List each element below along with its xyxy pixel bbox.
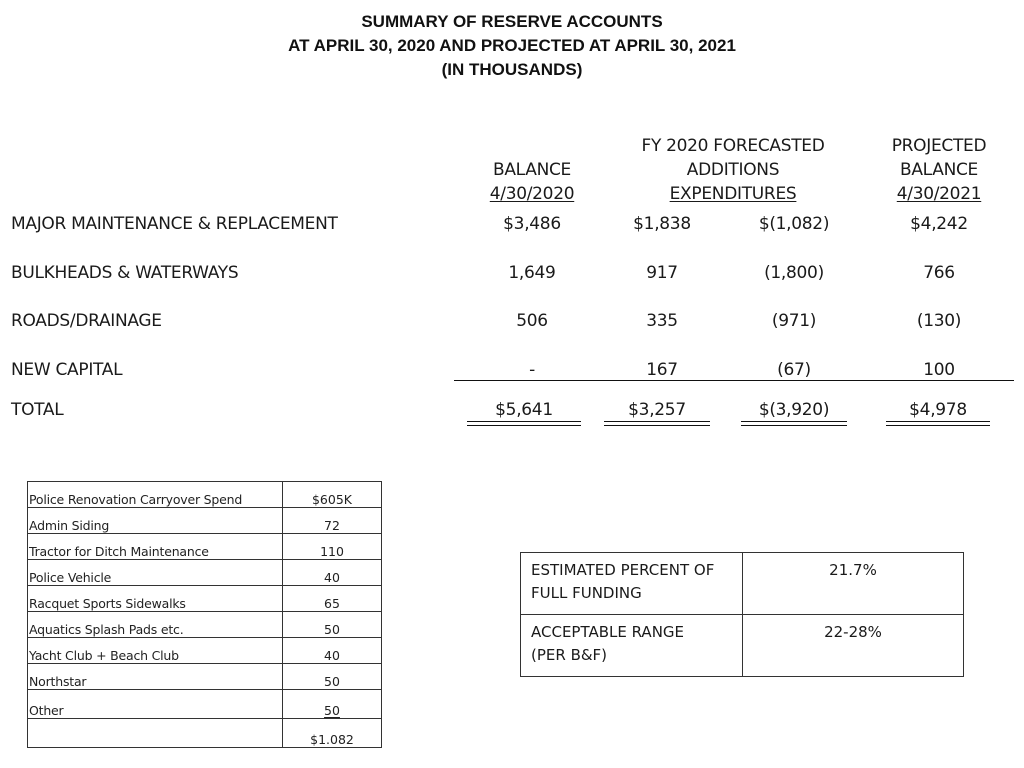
cell-projected: 100 [923,360,955,380]
title-line-3: (IN THOUSANDS) [441,60,583,79]
estimated-funding-label [521,553,743,615]
cell-expenditures: $(1,082) [758,214,830,234]
acceptable-range-value: 22-28% [743,615,964,677]
title-line-1: SUMMARY OF RESERVE ACCOUNTS [361,12,663,31]
item-name [28,719,283,748]
item-name: Police Vehicle [28,560,283,586]
row-label-major-maintenance: MAJOR MAINTENANCE & REPLACEMENT [11,214,338,234]
row-label-roads-drainage: ROADS/DRAINAGE [11,311,162,331]
cell-additions: 917 [646,263,678,283]
cell-balance: 506 [516,311,548,331]
item-total-value: $1.082 [283,719,382,748]
item-value: 110 [283,534,382,560]
item-value-cell [283,690,382,719]
table-row [28,534,382,560]
item-name: Aquatics Splash Pads etc. [28,612,283,638]
table-row [521,615,964,677]
cell-balance: $3,486 [503,214,561,234]
item-name: Tractor for Ditch Maintenance [28,534,283,560]
document-title [0,10,1024,82]
row-label-bulkheads: BULKHEADS & WATERWAYS [11,263,239,283]
row-label-new-capital: NEW CAPITAL [11,360,123,380]
cell-expenditures: (67) [777,360,811,380]
cell-additions: 335 [646,311,678,331]
item-value: 50 [324,703,340,718]
double-underline-projected [886,421,990,426]
estimated-label-line2: FULL FUNDING [531,584,642,602]
expenditure-items-table [27,481,382,748]
table-row [28,664,382,690]
table-row [28,482,382,508]
double-underline-additions [604,421,710,426]
column-header-projected [869,134,1009,206]
column-header-forecast [613,134,853,206]
row-label-total: TOTAL [11,400,64,420]
header-projected-line2: BALANCE [899,160,978,180]
cell-projected: 766 [923,263,955,283]
header-balance-line2: 4/30/2020 [489,184,575,204]
header-forecast-line2: ADDITIONS [686,160,780,180]
item-value: 72 [283,508,382,534]
item-value: 40 [283,638,382,664]
header-projected-line3: 4/30/2021 [896,184,982,204]
item-name: Police Renovation Carryover Spend [28,482,283,508]
column-header-balance [462,158,602,206]
table-row [28,690,382,719]
item-name: Northstar [28,664,283,690]
total-projected: $4,978 [909,400,967,420]
total-additions: $3,257 [628,400,686,420]
table-row [28,612,382,638]
header-balance-line1: BALANCE [492,160,571,180]
item-name: Yacht Club + Beach Club [28,638,283,664]
total-balance: $5,641 [495,400,553,420]
range-label-line1: ACCEPTABLE RANGE [531,623,685,641]
item-value: $605K [283,482,382,508]
total-expenditures: $(3,920) [758,400,830,420]
subtotal-rule [454,380,1014,381]
cell-projected: (130) [916,311,962,331]
table-row-total [28,719,382,748]
item-name: Other [28,690,283,719]
estimated-label-line1: ESTIMATED PERCENT OF [531,561,715,579]
item-value: 65 [283,586,382,612]
funding-table [520,552,964,677]
double-underline-expenditures [741,421,847,426]
range-label-line2: (PER B&F) [531,646,608,664]
table-row [521,553,964,615]
item-value: 40 [283,560,382,586]
table-row [28,560,382,586]
header-projected-line1: PROJECTED [891,136,987,156]
title-line-2: AT APRIL 30, 2020 AND PROJECTED AT APRIL 30, 2021 [288,36,736,55]
item-name: Admin Siding [28,508,283,534]
cell-expenditures: (1,800) [764,263,824,283]
table-row [28,638,382,664]
item-value: 50 [283,664,382,690]
table-row [28,586,382,612]
cell-projected: $4,242 [910,214,968,234]
cell-expenditures: (971) [771,311,817,331]
cell-additions: $1,838 [633,214,691,234]
cell-balance: 1,649 [508,263,556,283]
header-forecast-line3: EXPENDITURES [669,184,797,204]
table-row [28,508,382,534]
double-underline-balance [467,421,581,426]
cell-balance: - [529,360,535,380]
acceptable-range-label [521,615,743,677]
item-value: 50 [283,612,382,638]
estimated-funding-value: 21.7% [743,553,964,615]
item-name: Racquet Sports Sidewalks [28,586,283,612]
header-forecast-line1: FY 2020 FORECASTED [641,136,825,156]
cell-additions: 167 [646,360,678,380]
